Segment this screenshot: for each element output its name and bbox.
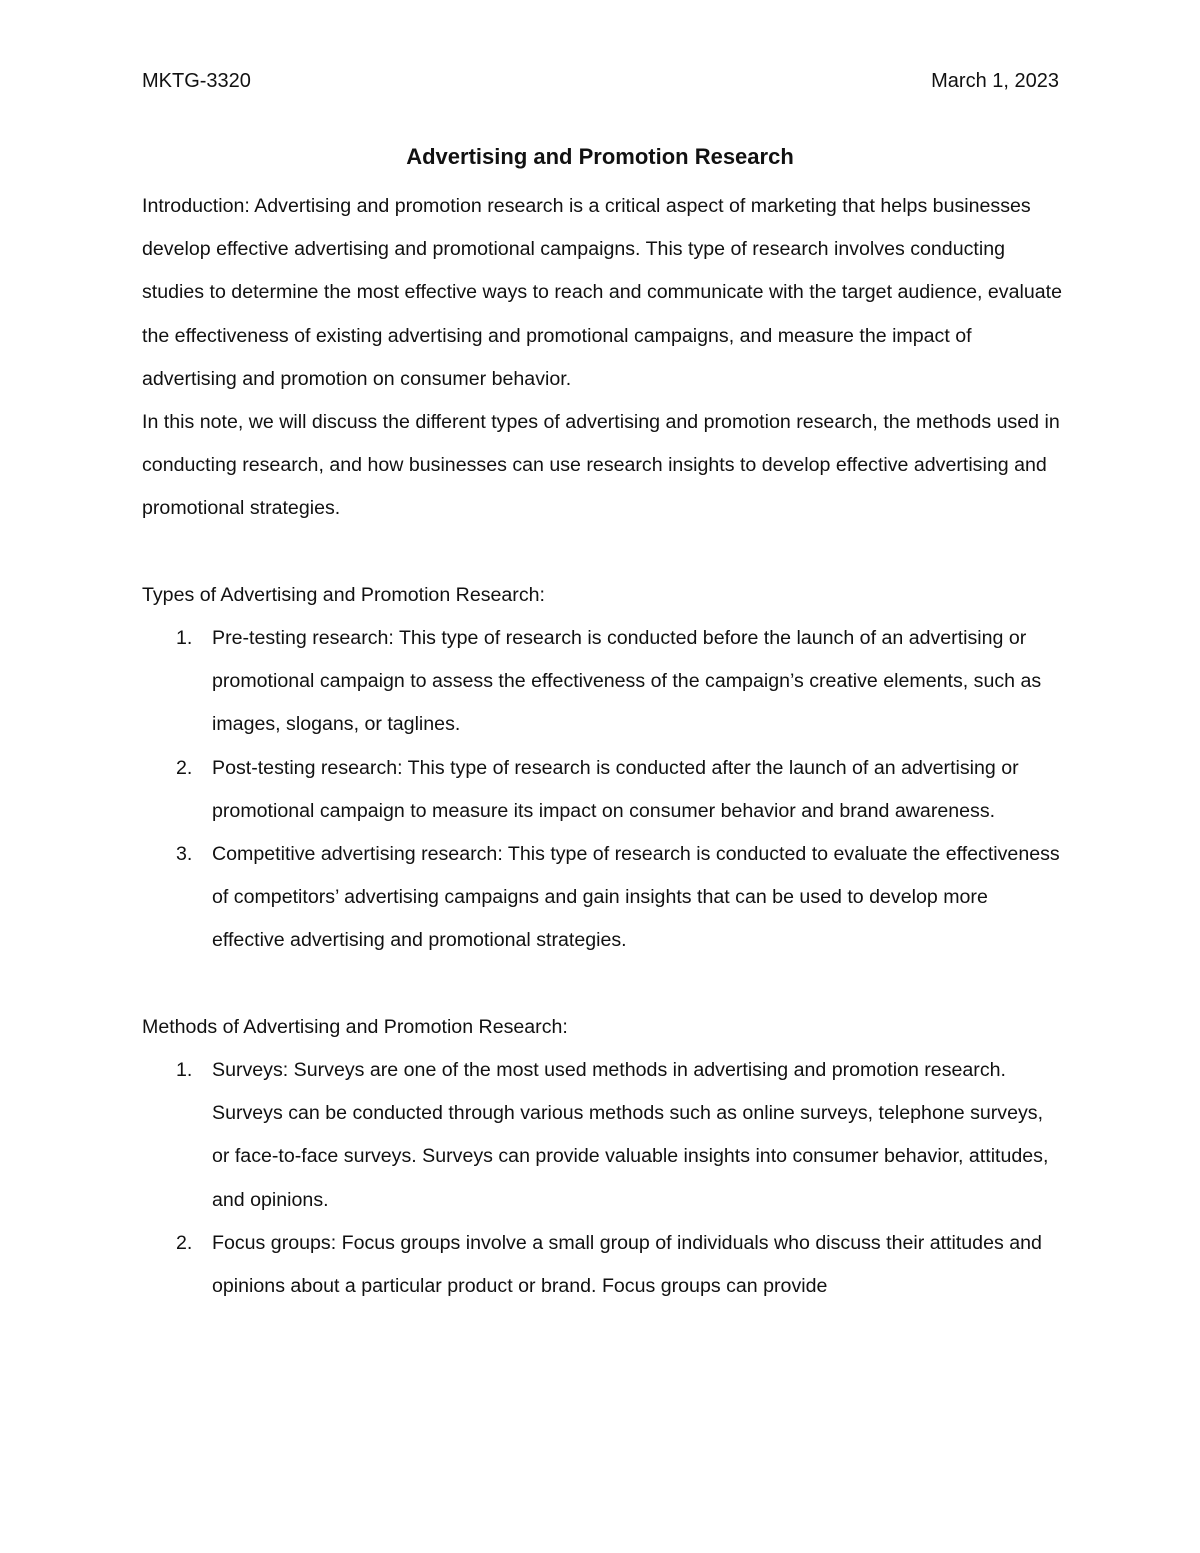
page-header (142, 70, 1059, 100)
blank-line (142, 963, 1064, 1006)
list-item-text: Focus groups: Focus groups involve a small group of individuals who discuss their attitudes and opinions about a particular product or brand. Focus groups can provide (212, 1231, 1042, 1298)
list-item (142, 747, 1064, 833)
list-item (142, 1222, 1064, 1308)
list-number: 2. (176, 756, 193, 779)
list-item-text: Surveys: Surveys are one of the most used methods in advertising and promotion research. Surveys can be conducted through various methods such as online surveys, telephone surveys, or face-to-face surveys. Surveys can provide valuable insights into consumer behavior, attitudes, and opinions. (212, 1059, 1049, 1211)
list-item (142, 1049, 1064, 1222)
types-list (142, 617, 1064, 963)
list-item-text: Competitive advertising research: This type of research is conducted to evaluate the effectiveness of competitors’ advertising campaigns and gain insights that can be used to develop more effective advertising and promotional strategies. (212, 843, 1060, 952)
blank-line (142, 531, 1064, 574)
overview-paragraph: In this note, we will discuss the different types of advertising and promotion research, the methods used in conducting research, and how businesses can use research insights to develop effective advertising and promotional strategies. (142, 411, 1060, 520)
course-code: MKTG-3320 (142, 70, 251, 92)
list-item-text: Post-testing research: This type of research is conducted after the launch of an advertising or promotional campaign to measure its impact on consumer behavior and brand awareness. (212, 756, 1019, 822)
list-number: 1. (176, 627, 193, 650)
intro-paragraph: Introduction: Advertising and promotion research is a critical aspect of marketing that helps businesses develop effective advertising and promotional campaigns. This type of research involves conducting studies to determine the most effective ways to reach and communicate with the target audience, evaluate the effectiveness of existing advertising and promotional campaigns, and measure the impact of advertising and promotion on consumer behavior. (142, 195, 1062, 390)
list-number: 3. (176, 843, 193, 866)
list-item (142, 617, 1064, 747)
methods-list (142, 1049, 1064, 1308)
list-number: 2. (176, 1231, 193, 1254)
document-body (142, 185, 1064, 1308)
methods-heading: Methods of Advertising and Promotion Research: (142, 1015, 568, 1038)
list-item-text: Pre-testing research: This type of research is conducted before the launch of an advertising or promotional campaign to assess the effectiveness of the campaign’s creative elements, such as images, slogans, or taglines. (212, 627, 1042, 736)
document-title: Advertising and Promotion Research (406, 144, 794, 169)
document-date: March 1, 2023 (931, 70, 1059, 92)
types-heading: Types of Advertising and Promotion Research: (142, 583, 545, 606)
list-number: 1. (176, 1059, 193, 1082)
list-item (142, 833, 1064, 963)
